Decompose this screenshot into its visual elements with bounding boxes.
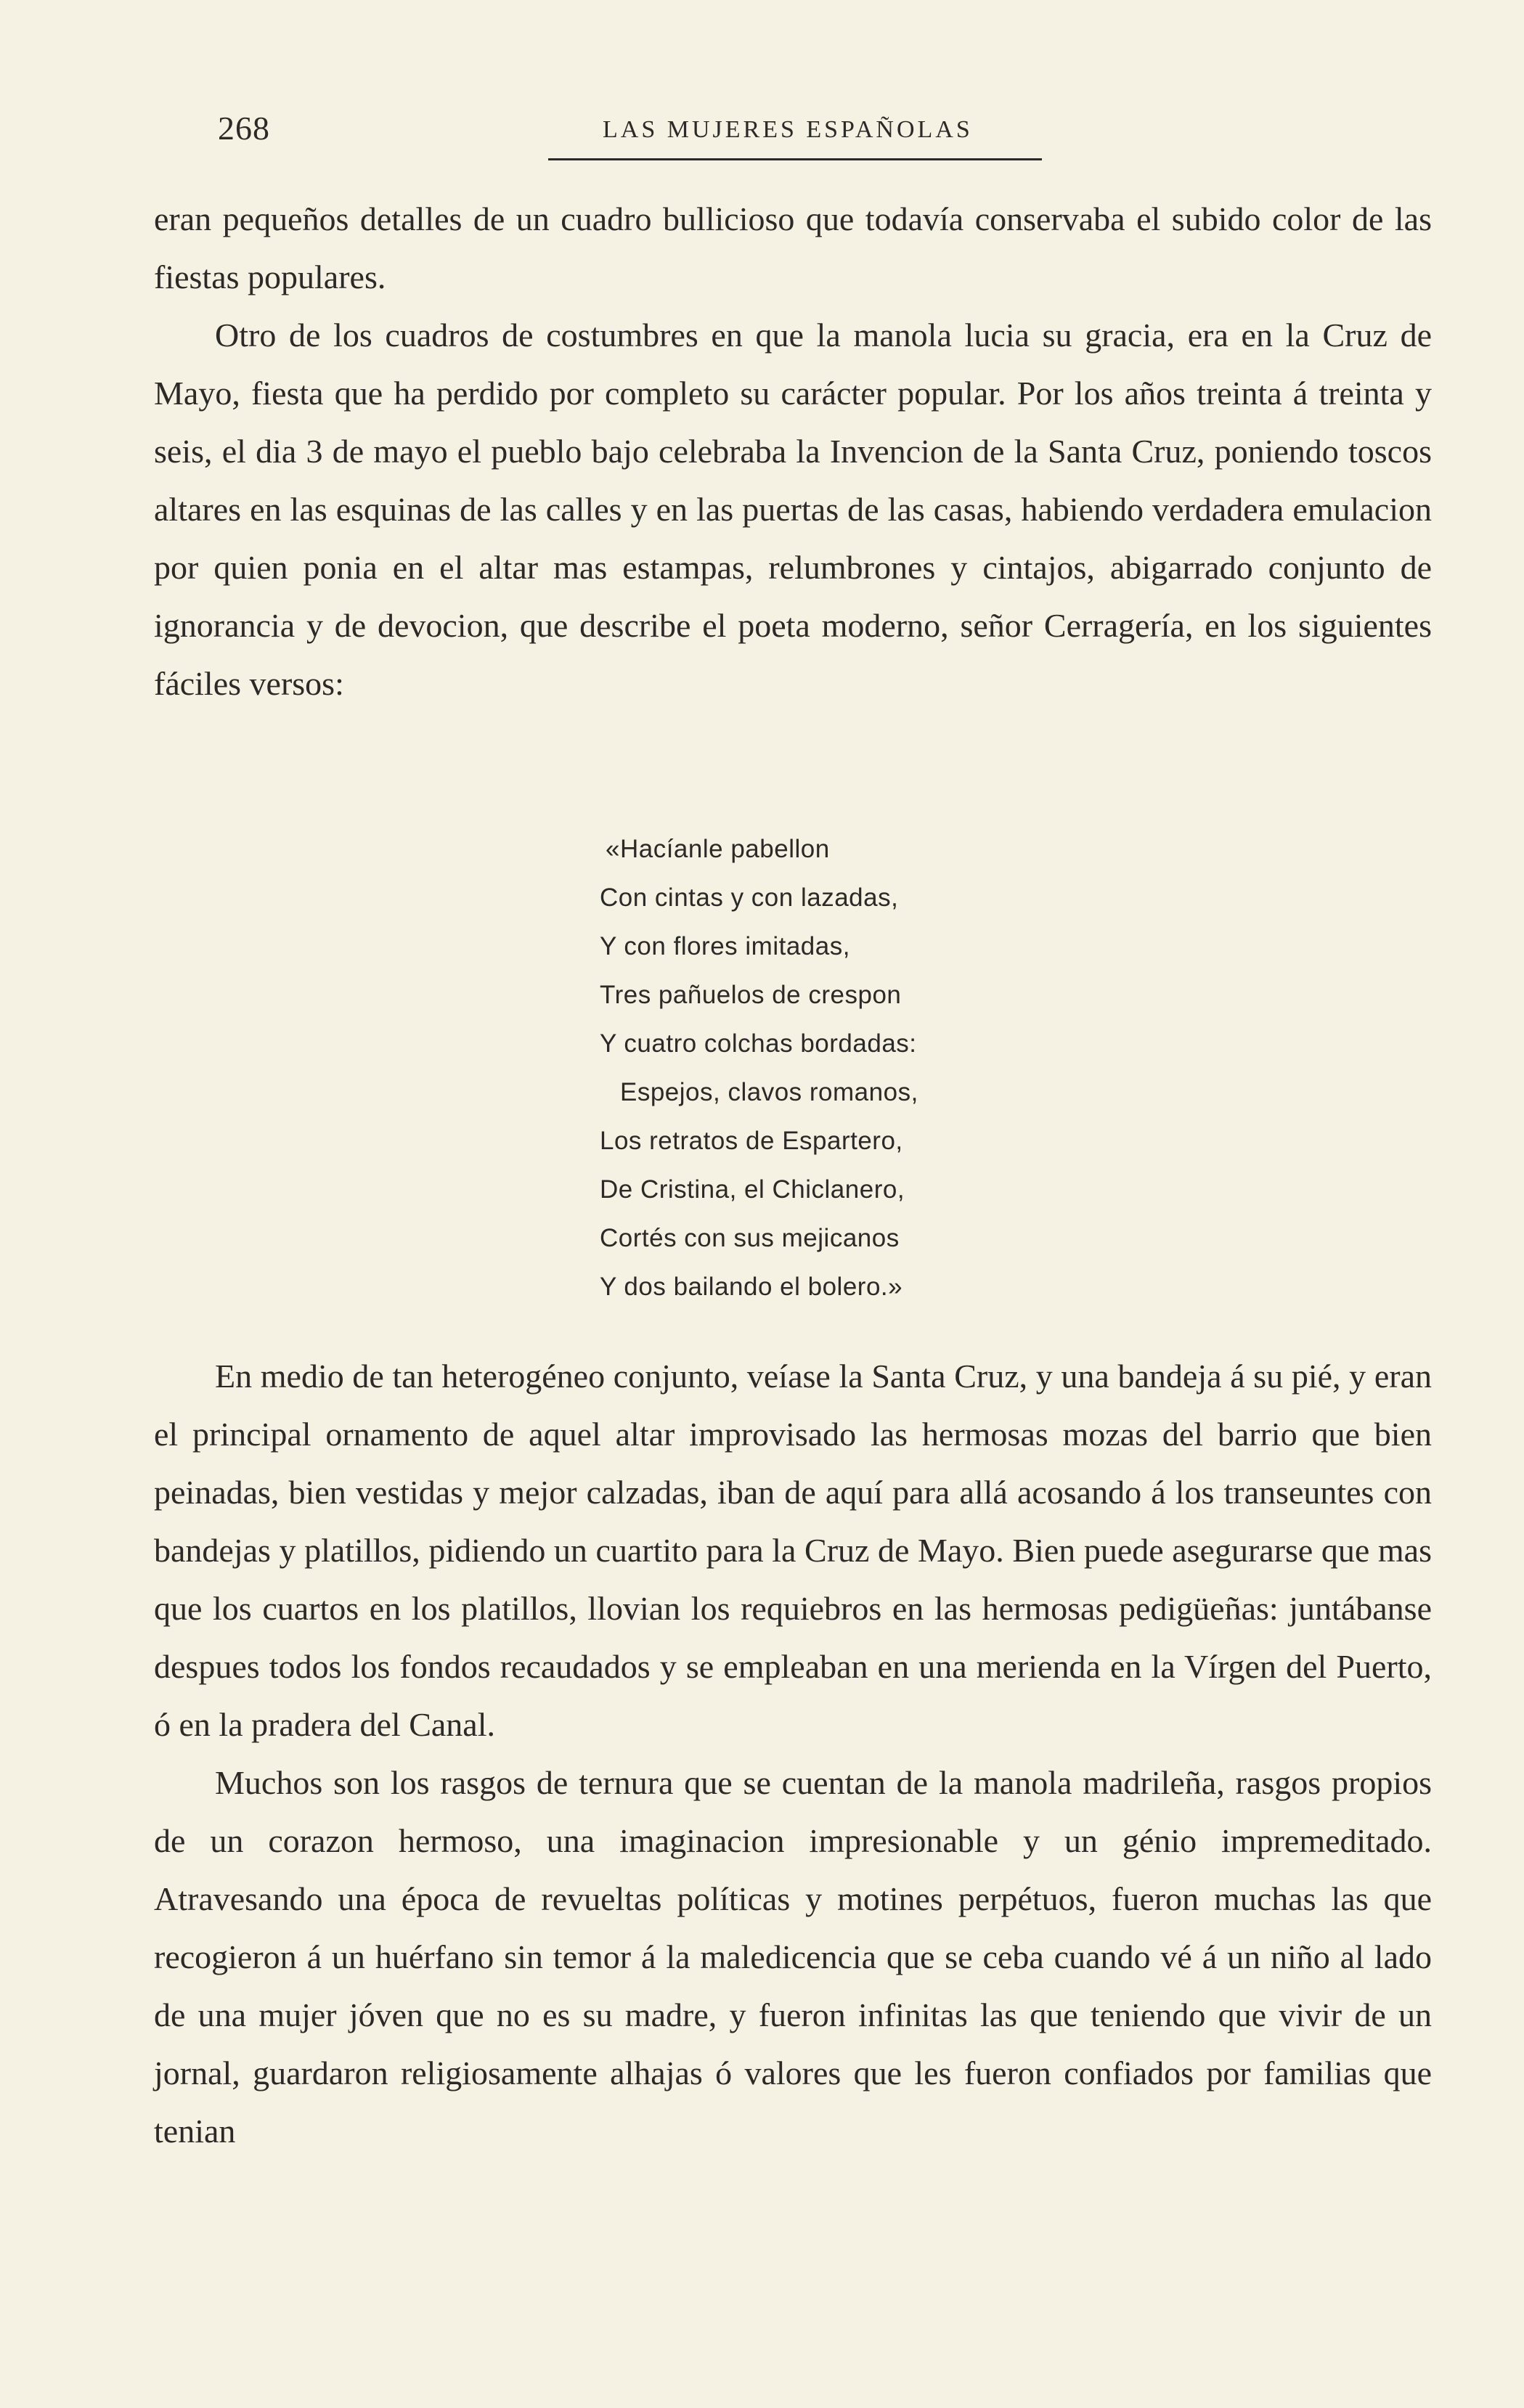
- verse-line: Cortés con sus mejicanos: [600, 1224, 900, 1252]
- verse-line: Con cintas y con lazadas,: [600, 883, 899, 912]
- verse-line: Y cuatro colchas bordadas:: [600, 1029, 917, 1058]
- paragraph-2: Otro de los cuadros de costumbres en que la manola lucia su gracia, era en la Cruz de Mayo, fiesta que ha perdido por completo su carácter popular. Por los años treinta á treinta y seis, el dia 3 de mayo el pueblo bajo celebraba la Invencion de la Santa Cruz, poniendo toscos altares en las esquinas de las calles y en las puertas de las casas, habiendo verdadera emulacion por quien ponia en el altar mas estampas, relumbrones y cintajos, abigarrado conjunto de ignorancia y de devocion, que describe el poeta moderno, señor Cerragería, en los siguientes fáciles versos:: [154, 317, 1432, 702]
- paragraph-3: En medio de tan heterogéneo conjunto, veíase la Santa Cruz, y una bandeja á su pié, y eran el principal ornamento de aquel altar improvisado las hermosas mozas del barrio que bien peinadas, bien vestidas y mejor calzadas, iban de aquí para allá acosando á los transeuntes con bandejas y platillos, pidiendo un cuartito para la Cruz de Mayo. Bien puede asegurarse que mas que los cuartos en los platillos, llovian los requiebros en las hermosas pedigüeñas: juntábanse despues todos los fondos recaudados y se empleaban en una merienda en la Vírgen del Puerto, ó en la pradera del Canal.: [154, 1358, 1432, 1743]
- verse-line: Y dos bailando el bolero.»: [600, 1273, 903, 1301]
- verse-line: Y con flores imitadas,: [600, 932, 850, 960]
- text-block-upper: [154, 190, 1432, 713]
- paragraph-4: Muchos son los rasgos de ternura que se cuentan de la manola madrileña, rasgos propios de un corazon hermoso, una imaginacion impresionable y un génio impremeditado. Atravesando una época de revueltas políticas y motines perpétuos, fueron muchas las que recogieron á un huérfano sin temor á la maledicencia que se ceba cuando vé á un niño al lado de una mujer jóven que no es su madre, y fueron infinitas las que teniendo que vivir de un jornal, guardaron religiosamente alhajas ó valores que les fueron confiados por familias que tenian: [154, 1764, 1432, 2150]
- verse-line: Los retratos de Espartero,: [600, 1127, 903, 1155]
- verse-line: De Cristina, el Chiclanero,: [600, 1175, 905, 1204]
- paragraph-1: eran pequeños detalles de un cuadro bullicioso que todavía conservaba el subido color de las fiestas populares.: [154, 200, 1432, 295]
- verse-line: Espejos, clavos romanos,: [620, 1078, 918, 1106]
- verse-block: [600, 825, 918, 1311]
- text-block-lower: [154, 1347, 1432, 2160]
- running-title: LAS MUJERES ESPAÑOLAS: [603, 116, 973, 143]
- verse-line: Tres pañuelos de crespon: [600, 981, 902, 1009]
- header-rule: [548, 158, 1042, 160]
- page-number: 268: [218, 110, 270, 147]
- verse-line: «Hacíanle pabellon: [606, 835, 830, 863]
